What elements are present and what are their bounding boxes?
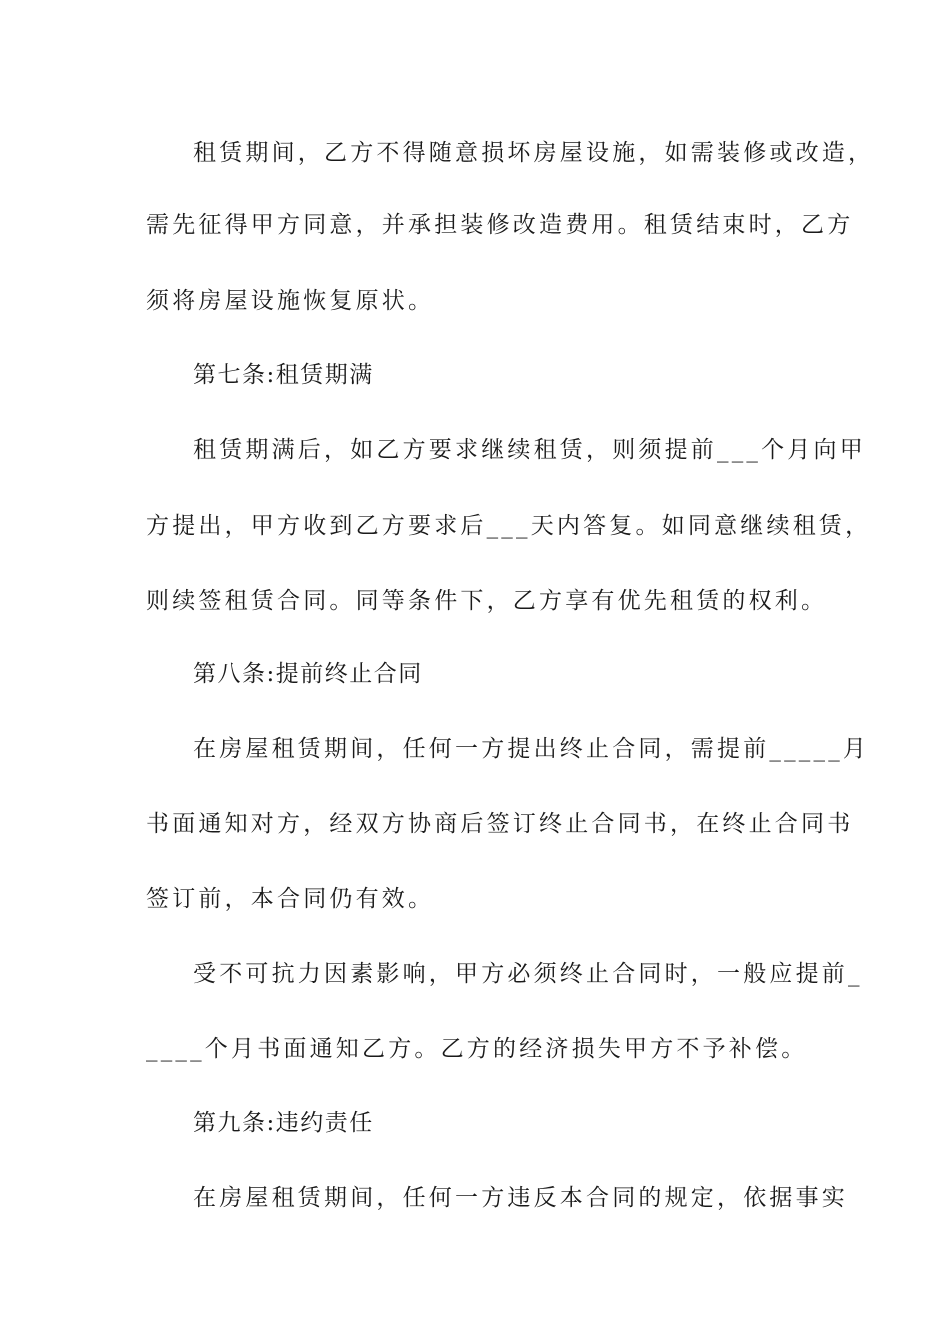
paragraph-line: 受不可抗力因素影响，甲方必须终止合同时，一般应提前_ xyxy=(193,961,863,987)
paragraph-line: 租赁期间，乙方不得随意损坏房屋设施，如需装修或改造， xyxy=(193,140,875,166)
section-heading-article-9: 第九条:违约责任 xyxy=(193,1110,374,1136)
paragraph-line: 则续签租赁合同。同等条件下，乙方享有优先租赁的权利。 xyxy=(146,588,828,614)
section-heading-article-8: 第八条:提前终止合同 xyxy=(193,661,423,687)
paragraph-line: 需先征得甲方同意，并承担装修改造费用。租赁结束时，乙方 xyxy=(146,212,854,238)
paragraph-line: 在房屋租赁期间，任何一方违反本合同的规定，依据事实 xyxy=(193,1185,848,1211)
paragraph-line: 书面通知对方，经双方协商后签订终止合同书，在终止合同书 xyxy=(146,811,854,837)
paragraph-line: 在房屋租赁期间，任何一方提出终止合同，需提前_____月 xyxy=(193,736,870,762)
paragraph-line: 须将房屋设施恢复原状。 xyxy=(146,288,435,314)
paragraph-line: 租赁期满后，如乙方要求继续租赁，则须提前___个月向甲 xyxy=(193,437,866,463)
paragraph-line: 方提出，甲方收到乙方要求后___天内答复。如同意继续租赁， xyxy=(146,513,872,539)
paragraph-line: ____个月书面通知乙方。乙方的经济损失甲方不予补偿。 xyxy=(146,1036,808,1062)
section-heading-article-7: 第七条:租赁期满 xyxy=(193,362,374,388)
paragraph-line: 签订前，本合同仍有效。 xyxy=(146,886,435,912)
